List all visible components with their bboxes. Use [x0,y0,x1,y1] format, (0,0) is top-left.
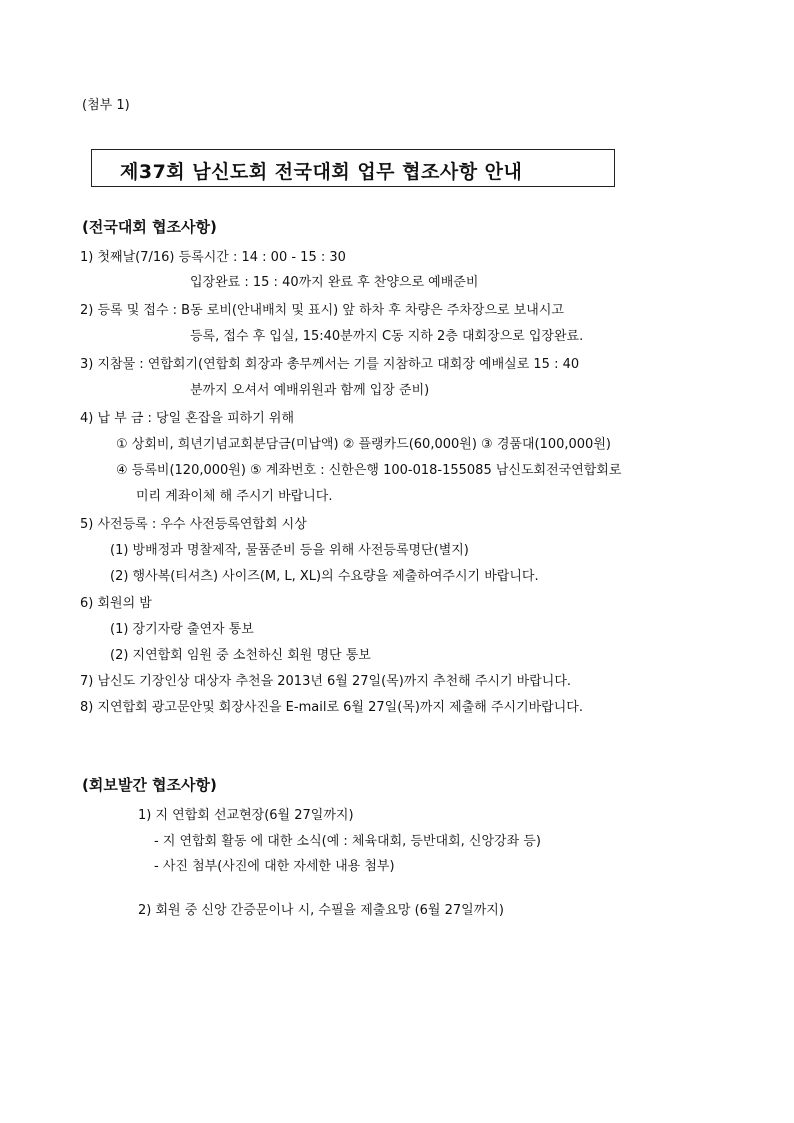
attachment-label: (첨부 1) [82,98,130,113]
list-item: 8) 지연합회 광고문안및 회장사진을 E-mail로 6월 27일(목)까지 제출해 주시기바랍니다. [80,700,583,715]
list-item: ④ 등록비(120,000원) ⑤ 계좌번호 : 신한은행 100-018-155085 남신도회전국연합회로 [116,463,622,478]
page-title: 제37회 남신도회 전국대회 업무 협조사항 안내 [120,161,523,183]
list-item: (2) 행사복(티셔츠) 사이즈(M, L, XL)의 수요량을 제출하여주시기 바랍니다. [110,569,539,584]
list-item: (1) 장기자랑 출연자 통보 [110,622,254,637]
list-item: 5) 사전등록 : 우수 사전등록연합회 시상 [80,517,307,532]
list-item: (2) 지연합회 임원 중 소천하신 회원 명단 통보 [110,648,371,663]
list-item: 6) 회원의 밤 [80,596,152,611]
section-heading-convention: (전국대회 협조사항) [82,218,217,236]
section-heading-newsletter: (회보발간 협조사항) [82,776,217,794]
title-box [91,149,615,187]
list-item: 4) 납 부 금 : 당일 혼잡을 피하기 위해 [80,411,295,426]
list-item: 2) 회원 중 신앙 간증문이나 시, 수필을 제출요망 (6월 27일까지) [138,903,504,918]
list-item: (1) 방배정과 명찰제작, 물품준비 등을 위해 사전등록명단(별지) [110,543,469,558]
list-item: 등록, 접수 후 입실, 15:40분까지 C동 지하 2층 대회장으로 입장완료. [190,329,584,344]
list-item: 1) 첫째날(7/16) 등록시간 : 14 : 00 - 15 : 30 [80,250,346,265]
list-item: 분까지 오셔서 예배위원과 함께 입장 준비) [190,383,430,398]
list-item: - 사진 첨부(사진에 대한 자세한 내용 첨부) [154,859,395,874]
list-item: 1) 지 연합회 선교현장(6월 27일까지) [138,808,354,823]
list-item: 3) 지참물 : 연합회기(연합회 회장과 총무께서는 기를 지참하고 대회장 예배실로 15 : 40 [80,357,580,372]
list-item: 2) 등록 및 접수 : B동 로비(안내배치 및 표시) 앞 하차 후 차량은 주차장으로 보내시고 [80,303,564,318]
list-item: 7) 남신도 기장인상 대상자 추천을 2013년 6월 27일(목)까지 추천해 주시기 바랍니다. [80,674,572,689]
list-item: - 지 연합회 활동 에 대한 소식(예 : 체육대회, 등반대회, 신앙강좌 등) [154,834,541,849]
list-item: 미리 계좌이체 해 주시기 바랍니다. [136,489,333,504]
list-item: 입장완료 : 15 : 40까지 완료 후 찬양으로 예배준비 [190,275,479,290]
list-item: ① 상회비, 희년기념교회분담금(미납액) ② 플랭카드(60,000원) ③ 경품대(100,000원) [116,437,611,452]
